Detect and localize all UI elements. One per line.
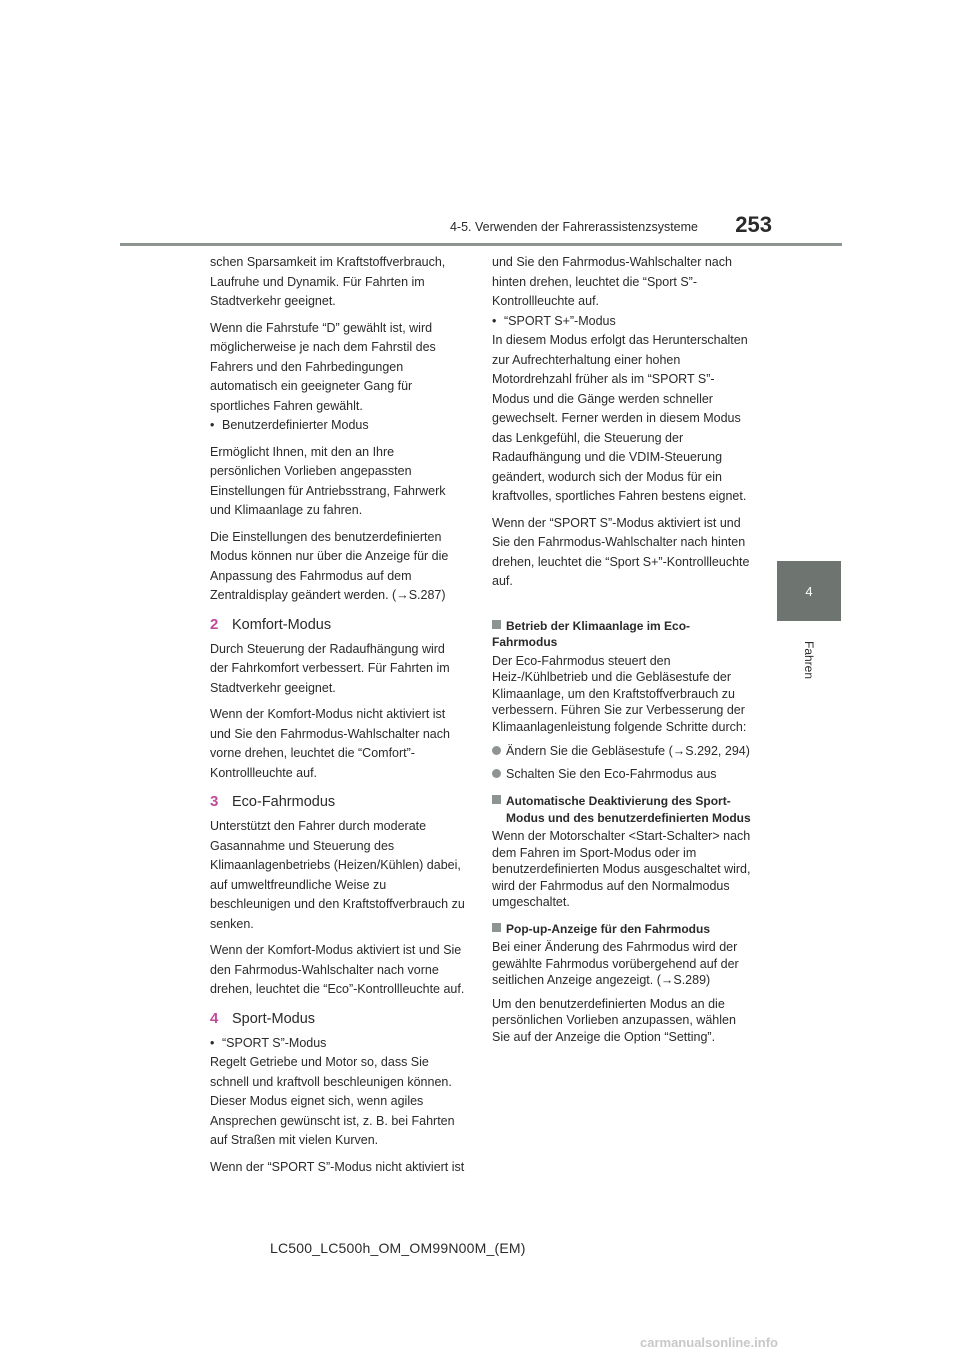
paragraph: Wenn der “SPORT S”-Modus nicht aktiviert ist <box>210 1159 465 1174</box>
heading-number: 3 <box>210 793 219 810</box>
bullet-text: “SPORT S”-Modus <box>222 1035 327 1050</box>
paragraph: Bei einer Änderung des Fahrmodus wird der gewählte Fahrmodus vorübergehend auf der seitlichen Anzeige angezeigt. (→S.289) <box>492 940 739 987</box>
paragraph: Durch Steuerung der Radaufhängung wird der Fahrkomfort verbessert. Für Fahrten im Stadtverkehr geeignet. <box>210 641 450 695</box>
paragraph: schen Sparsamkeit im Kraftstoffverbrauch, Laufruhe und Dynamik. Für Fahrten im Stadtverkehr geeignet. <box>210 255 446 308</box>
right-column <box>492 253 752 1045</box>
square-bullet-icon <box>492 923 501 932</box>
heading-title: Komfort-Modus <box>232 616 332 633</box>
paragraph: Wenn die Fahrstufe “D” gewählt ist, wird möglicherweise je nach dem Fahrstil des Fahrers und den Fahrbedingungen automatisch ein geeigneter Gang für sportliches Fahren gewählt. <box>210 320 436 413</box>
page-number: 253 <box>735 212 772 237</box>
section-header: 4-5. Verwenden der Fahrerassistenzsysteme <box>449 220 698 234</box>
left-column <box>210 253 466 1177</box>
list-item-text: Ändern Sie die Gebläsestufe (→S.292, 294) <box>506 744 750 758</box>
chapter-tab[interactable] <box>777 561 841 621</box>
list-item <box>492 743 752 760</box>
paragraph: Unterstützt den Fahrer durch moderate Gasannahme und Steuerung des Klimaanlagenbetriebs (Heizen/Kühlen) dabei, auf umweltfreundliche Weise zu beschleunigen und den Kraftstoffverbrauch zu senken. <box>210 819 465 931</box>
paragraph: Ermöglicht Ihnen, mit den an Ihre persönlichen Vorlieben angepassten Einstellungen für Antriebsstrang, Fahrwerk und Klimaanlage zu fahren. <box>210 444 446 517</box>
section-heading-eco <box>210 792 466 812</box>
subheading-text: Betrieb der Klimaanlage im Eco-Fahrmodus <box>492 618 691 649</box>
header-divider <box>120 243 842 246</box>
circle-bullet-icon <box>492 769 501 778</box>
square-bullet-icon <box>492 795 501 804</box>
list-item <box>492 766 752 783</box>
list-item-text: Schalten Sie den Eco-Fahrmodus aus <box>506 767 717 781</box>
bullet-dot-icon: • <box>210 1035 215 1050</box>
bullet-item <box>210 1034 466 1054</box>
paragraph: Wenn der Motorschalter <Start-Schalter> nach dem Fahren im Sport-Modus oder im benutzerdefinierten Modus ausgeschaltet wird, wird der Fahrmodus auf den Normalmodus umgeschaltet. <box>492 829 751 909</box>
section-heading-komfort <box>210 615 466 635</box>
document-code: LC500_LC500h_OM_OM99N00M_(EM) <box>270 1240 526 1256</box>
paragraph: Die Einstellungen des benutzerdefinierten Modus können nur über die Anzeige für die Anpassung des Fahrmodus auf dem Zentraldisplay geändert werden. (→S.287) <box>210 529 449 602</box>
paragraph: und Sie den Fahrmodus-Wahlschalter nach hinten drehen, leuchtet die “Sport S”-Kontrollleuchte auf. <box>492 255 732 308</box>
paragraph: Wenn der Komfort-Modus aktiviert ist und Sie den Fahrmodus-Wahlschalter nach vorne drehen, leuchtet die “Eco”-Kontrollleuchte auf. <box>210 943 465 996</box>
bullet-dot-icon: • <box>492 313 497 328</box>
circle-bullet-icon <box>492 746 501 755</box>
bullet-item <box>210 416 466 436</box>
heading-number: 2 <box>210 615 219 633</box>
paragraph: Wenn der Komfort-Modus nicht aktiviert ist und Sie den Fahrmodus-Wahlschalter nach vorne drehen, leuchtet die “Comfort”-Kontrollleuchte auf. <box>210 707 450 780</box>
subheading-eco-climate <box>492 618 752 651</box>
paragraph: Regelt Getriebe und Motor so, dass Sie schnell und kraftvoll beschleunigen können. Dieser Modus eignet sich, wenn agiles Ansprechen gewünscht ist, z. B. bei Fahrten auf Straßen mit vielen Kurven. <box>210 1055 455 1147</box>
section-heading-sport <box>210 1009 466 1029</box>
paragraph: In diesem Modus erfolgt das Herunterschalten zur Aufrechterhaltung einer hohen Motordrehzahl früher als im “SPORT S”-Modus und die Gänge werden schneller gewechselt. Ferner werden in diesem Modus das Lenkgefühl, die Steuerung der Radaufhängung und die VDIM-Steuerung geändert, wodurch sich der Modus für ein kraftvolles, sportliches Fahren bestens eignet. <box>492 333 748 503</box>
subheading-text: Automatische Deaktivierung des Sport-Modus und des benutzerdefinierten Modus <box>506 794 751 825</box>
chapter-number: 4 <box>805 583 813 599</box>
subheading-auto-deactivation <box>492 793 752 826</box>
bullet-text: “SPORT S+”-Modus <box>504 313 616 328</box>
bullet-item <box>492 312 752 332</box>
square-bullet-icon <box>492 620 501 629</box>
paragraph: Wenn der “SPORT S”-Modus aktiviert ist und Sie den Fahrmodus-Wahlschalter nach hinten drehen, leuchtet die “Sport S+”-Kontrollleuchte auf. <box>492 515 750 588</box>
chapter-label: Fahren <box>802 640 816 680</box>
watermark: carmanualsonline.info <box>640 1335 778 1350</box>
paragraph: Um den benutzerdefinierten Modus an die persönlichen Vorlieben anzupassen, wählen Sie auf der Anzeige die Option “Setting”. <box>492 996 736 1044</box>
paragraph: Der Eco-Fahrmodus steuert den Heiz-/Kühlbetrieb und die Gebläsestufe der Klimaanlage, um den Kraftstoffverbrauch zu verbessern. Führen Sie zur Verbesserung der Klimaanlagenleistung folgende Schritte durch: <box>492 653 747 734</box>
subheading-popup <box>492 921 752 938</box>
heading-title: Sport-Modus <box>232 1010 316 1027</box>
bullet-dot-icon: • <box>210 418 215 432</box>
subheading-text: Pop-up-Anzeige für den Fahrmodus <box>506 921 710 936</box>
bullet-text: Benutzerdefinierter Modus <box>222 418 369 432</box>
heading-number: 4 <box>210 1009 219 1027</box>
chapter-label-box <box>780 630 838 690</box>
heading-title: Eco-Fahrmodus <box>232 794 336 810</box>
